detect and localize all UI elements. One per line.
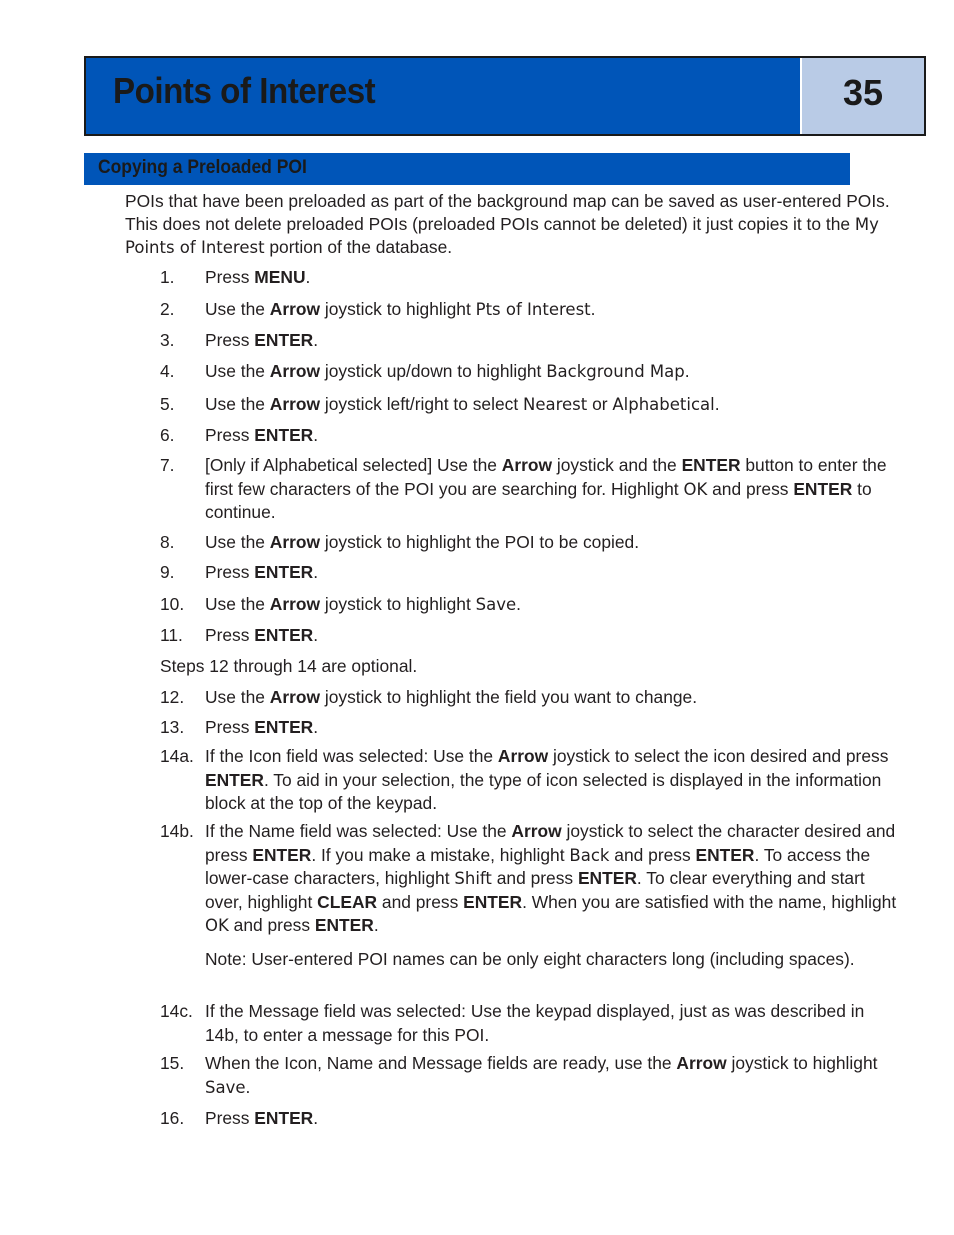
step-number: 16. <box>160 1108 185 1128</box>
step-text-segment: . <box>245 1076 251 1097</box>
page-number-box <box>802 58 924 134</box>
step-text-segment: joystick to highlight <box>726 1053 878 1073</box>
step-text-segment: If the Name field was selected: Use the <box>205 821 512 841</box>
step-text-segment: Use the <box>205 361 270 381</box>
step-number: 1. <box>160 267 175 287</box>
step-text <box>205 1052 900 1099</box>
key-label: ENTER <box>254 425 314 445</box>
step-number: 14a. <box>160 746 194 766</box>
step-item <box>160 454 900 525</box>
key-label: Arrow <box>269 394 321 414</box>
step-item <box>160 329 900 353</box>
step-text-segment: . <box>313 330 319 350</box>
step-text-segment: . <box>305 267 311 287</box>
key-label: ENTER <box>254 717 314 737</box>
step-text-segment: If the Message field was selected: Use the keypad displayed, just as was described in 14b, to enter a message for this POI. <box>205 1001 865 1045</box>
step-item <box>160 745 900 816</box>
step-text-segment: . If you make a mistake, highlight <box>311 844 570 865</box>
key-label: ENTER <box>314 915 374 935</box>
step-text-segment: Use the <box>205 687 270 707</box>
step-number: 6. <box>160 425 175 445</box>
key-label: ENTER <box>681 455 741 475</box>
step-text-segment: joystick left/right to select <box>320 394 523 414</box>
step-item <box>160 561 900 585</box>
step-number: 2. <box>160 299 175 319</box>
step-text-segment: joystick to select the character desired and press <box>205 821 896 865</box>
step-text-segment: Press <box>205 1108 255 1128</box>
step-text-segment: [Only if Alphabetical selected] Use the <box>205 455 502 475</box>
step-text-segment: joystick to highlight <box>320 299 476 319</box>
key-label: Arrow <box>501 455 553 475</box>
page-header <box>84 56 926 136</box>
key-label: ENTER <box>254 1108 314 1128</box>
key-label: Arrow <box>269 532 321 552</box>
step-text-segment: . When you are satisfied with the name, highlight <box>522 891 897 912</box>
optional-steps-note: Steps 12 through 14 are optional. <box>160 656 418 676</box>
step-number: 13. <box>160 717 185 737</box>
key-label: Arrow <box>676 1053 727 1073</box>
screen-term: Shift <box>454 869 492 888</box>
step-text-segment: Use the <box>205 594 270 614</box>
step-text-segment: . <box>313 717 319 737</box>
step-number: 15. <box>160 1053 185 1073</box>
key-label: ENTER <box>463 891 523 912</box>
step-text-segment: When the Icon, Name and Message fields are ready, use the <box>205 1053 677 1073</box>
header-title-box <box>86 58 802 134</box>
step-text-segment: Press <box>205 562 255 582</box>
key-label: ENTER <box>577 868 637 888</box>
step-text-segment: . To access the lower-case characters, highlight <box>205 844 871 888</box>
section-heading-bar <box>84 153 850 185</box>
step-item <box>160 424 900 448</box>
step-text-segment: . <box>313 562 319 582</box>
step-number: 14c. <box>160 1001 193 1021</box>
key-label: MENU <box>254 267 306 287</box>
step-text-segment: joystick to highlight the field you want to change. <box>320 687 698 707</box>
step-text <box>205 393 900 417</box>
name-length-note: Note: User-entered POI names can be only eight characters long (including spaces). <box>205 949 855 969</box>
step-text-segment: . <box>516 594 521 614</box>
step-item <box>160 1107 900 1131</box>
step-text <box>205 329 900 353</box>
step-text-segment: . <box>313 1108 319 1128</box>
step-text-segment: or <box>587 394 613 414</box>
step-text-segment: If the Icon field was selected: Use the <box>205 746 498 766</box>
step-item <box>160 624 900 648</box>
key-label: ENTER <box>254 625 314 645</box>
step-text <box>205 1000 900 1047</box>
screen-term: Background Map <box>546 362 685 381</box>
step-text-segment: Press <box>205 267 255 287</box>
screen-term: OK <box>205 916 229 935</box>
key-label: ENTER <box>254 330 314 350</box>
screen-term: Save <box>205 1077 246 1097</box>
intro-text-1: POIs that have been preloaded as part of the background map can be saved as user-entered POIs. This does not delete preloaded POIs (preloaded POIs cannot be deleted) it just copies it to the <box>125 191 890 234</box>
step-number: 7. <box>160 455 175 475</box>
key-label: Arrow <box>497 746 549 766</box>
key-label: ENTER <box>793 478 853 499</box>
page-number: 35 <box>842 72 884 113</box>
step-text-segment: and press <box>377 891 464 912</box>
key-label: Arrow <box>269 299 321 319</box>
step-text-segment: . <box>373 915 379 935</box>
step-text <box>205 716 900 740</box>
step-number: 8. <box>160 532 175 552</box>
key-label: Arrow <box>511 821 562 841</box>
screen-term: Alphabetical <box>612 395 715 414</box>
step-text-segment: . To clear everything and start over, highlight <box>205 868 865 912</box>
step-text-segment: . To aid in your selection, the type of icon selected is displayed in the information block at the top of the keypad. <box>205 769 882 813</box>
step-text <box>205 298 900 322</box>
screen-term: OK <box>683 479 708 499</box>
step-text-segment: Use the <box>205 394 270 414</box>
step-text-segment: Press <box>205 425 255 445</box>
step-text-segment: joystick to select the icon desired and press <box>548 746 889 766</box>
step-number: 14b. <box>160 821 194 841</box>
intro-text-2: portion of the database. <box>264 237 453 257</box>
key-label: ENTER <box>252 844 312 865</box>
intro-display-term: My Points of Interest <box>125 215 879 257</box>
step-text <box>205 686 900 710</box>
step-text <box>205 266 900 290</box>
step-number: 12. <box>160 687 185 707</box>
page-title: Points of Interest <box>113 70 376 111</box>
step-text <box>205 593 900 617</box>
step-text-segment: . <box>590 299 596 319</box>
step-item <box>160 360 900 384</box>
step-item <box>160 266 900 290</box>
step-item <box>160 1000 900 1047</box>
step-text-segment: to continue. <box>205 478 872 522</box>
step-text-segment: . <box>714 394 720 414</box>
step-text-segment: Press <box>205 625 255 645</box>
key-label: Arrow <box>269 687 321 707</box>
step-item <box>160 716 900 740</box>
step-text <box>205 820 900 938</box>
key-label: Arrow <box>269 361 321 381</box>
step-text <box>205 624 900 648</box>
step-item <box>160 686 900 710</box>
step-number: 4. <box>160 361 175 381</box>
section-title: Copying a Preloaded POI <box>98 157 307 178</box>
key-label: ENTER <box>254 562 314 582</box>
step-text <box>205 561 900 585</box>
key-label: ENTER <box>695 844 755 865</box>
step-text-segment: . <box>313 625 319 645</box>
step-text <box>205 454 900 525</box>
step-item <box>160 593 900 617</box>
step-item <box>160 531 900 555</box>
step-number: 5. <box>160 394 175 414</box>
step-text-segment: . <box>684 361 690 381</box>
step-number: 9. <box>160 562 175 582</box>
step-number: 10. <box>160 594 185 614</box>
step-text-segment: joystick to highlight <box>320 594 476 614</box>
step-text-segment: Use the <box>205 532 270 552</box>
step-text <box>205 531 900 555</box>
step-number: 11. <box>160 625 183 645</box>
step-text <box>205 424 900 448</box>
intro-paragraph <box>125 190 895 259</box>
step-text-segment: Press <box>205 717 255 737</box>
step-text-segment: . <box>313 425 319 445</box>
screen-term: Pts of Interest <box>475 300 591 319</box>
step-text <box>205 360 900 384</box>
step-item <box>160 820 900 938</box>
step-text-segment: Press <box>205 330 255 350</box>
key-label: ENTER <box>205 769 264 790</box>
step-text-segment: and press <box>491 868 578 888</box>
step-text <box>205 1107 900 1131</box>
step-text-segment: Use the <box>205 299 270 319</box>
step-text-segment: joystick to highlight the POI to be copied. <box>320 532 640 552</box>
step-text <box>205 745 900 816</box>
screen-term: Back <box>569 845 610 865</box>
step-text-segment: joystick and the <box>552 455 682 475</box>
step-text-segment: and press <box>228 915 315 935</box>
key-label: Arrow <box>269 594 321 614</box>
screen-term: Nearest <box>522 395 588 414</box>
step-text-segment: joystick up/down to highlight <box>320 361 547 381</box>
step-text-segment: button to enter the first few characters of the POI you are searching for. Highlight <box>205 455 887 499</box>
step-text-segment: and press <box>609 844 696 865</box>
step-text-segment: and press <box>707 478 794 499</box>
step-item <box>160 1052 900 1099</box>
screen-term: Save <box>475 595 517 614</box>
step-number: 3. <box>160 330 175 350</box>
key-label: CLEAR <box>317 891 378 912</box>
step-item <box>160 393 900 417</box>
step-item <box>160 298 900 322</box>
